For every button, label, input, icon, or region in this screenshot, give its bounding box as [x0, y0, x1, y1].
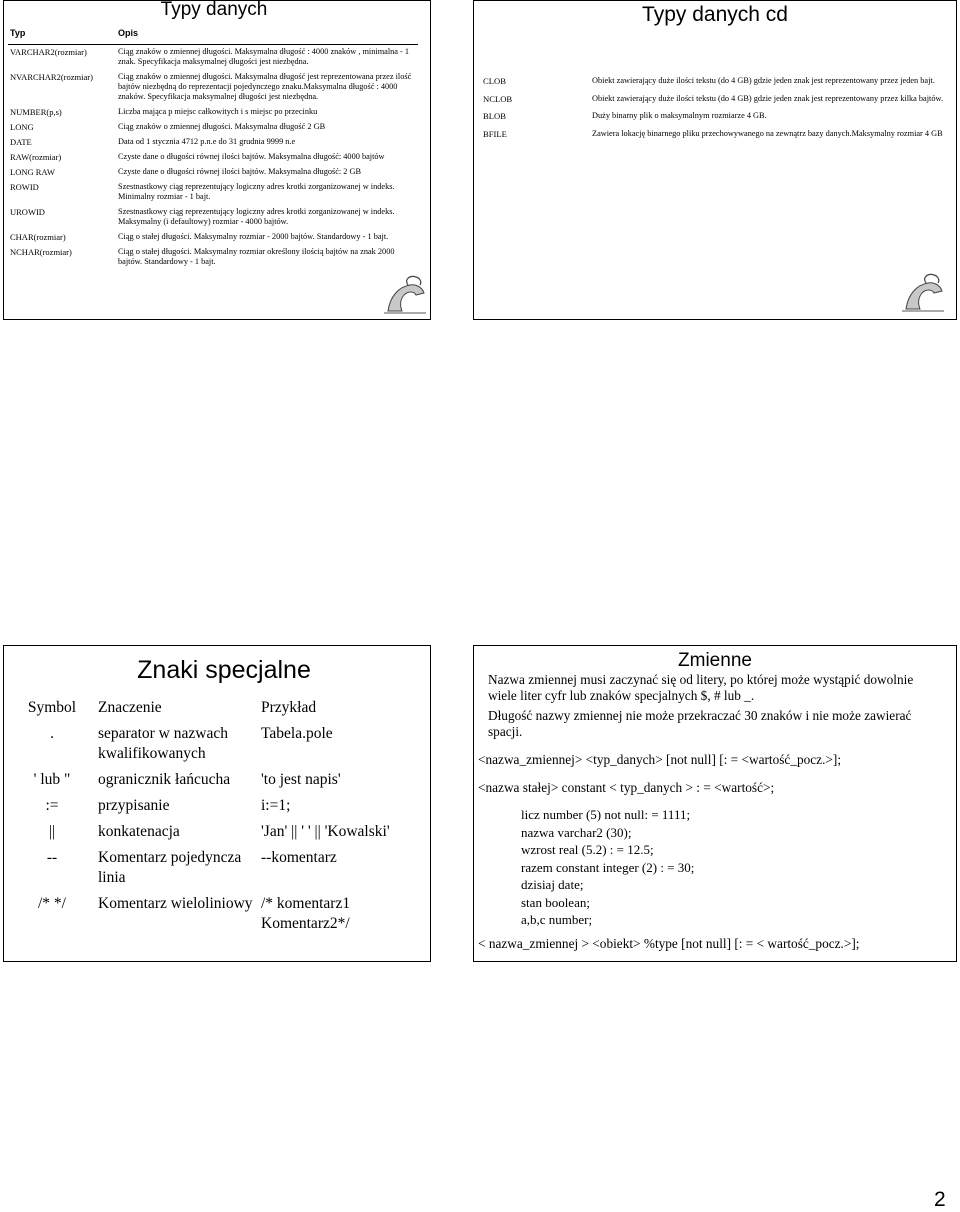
table-row: [480, 109, 950, 127]
symbol-cell: ||: [48, 823, 56, 840]
meaning-cell: konkatenacja: [98, 823, 180, 840]
desc-cell: Obiekt zawierający duże ilości tekstu (do 4 GB) gdzie jeden znak jest reprezentowany przez kilka bajtów.: [592, 93, 944, 103]
type-cell: LONG: [10, 122, 34, 132]
header-typ: Typ: [8, 25, 116, 45]
slide-title: Znaki specjalne: [137, 656, 311, 684]
desc-cell: Czyste dane o długości równej ilości bajtów. Maksymalna długość: 4000 bajtów: [118, 152, 385, 161]
table-row: [8, 230, 418, 245]
symbol-cell: :=: [45, 797, 59, 814]
example-line: razem constant integer (2) : = 30;: [521, 859, 695, 875]
table-row: [480, 92, 950, 110]
lob-types-table: [480, 74, 950, 144]
slide-typy-danych: [3, 0, 431, 320]
syntax-type: < nazwa_zmiennej > <obiekt> %type [not null] [: = < wartość_pocz.>];: [478, 936, 860, 951]
special-chars-table: [10, 696, 424, 938]
type-cell: NUMBER(p,s): [10, 107, 62, 117]
header-przyklad: Przykład: [261, 699, 317, 716]
table-row: [8, 105, 418, 120]
example-cell: --komentarz: [261, 849, 337, 866]
table-row: [10, 722, 424, 768]
type-cell: NCLOB: [483, 93, 513, 104]
desc-cell: Ciąg znaków o zmiennej długości. Maksymalna długość jest reprezentowana przez ilość bajtów niezbędną do reprezentacji pojedynczego znaku.Maksymalna długość : 4000 znaków. Specyfikacja maksymalnej długości jest niezbędna.: [118, 72, 412, 101]
example-line: dzisiaj date;: [521, 877, 584, 892]
type-cell: NVARCHAR2(rozmiar): [10, 72, 93, 82]
example-cell: /* komentarz1 Komentarz2*/: [261, 895, 351, 932]
slide-title: Typy danych: [160, 0, 268, 20]
intro-paragraph-1: Nazwa zmiennej musi zaczynać się od litery, po której może wystąpić dowolnie wiele liter cyfr lub znaków specjalnych $, # lub _.: [488, 672, 914, 703]
intro-paragraph-2: Długość nazwy zmiennej nie może przekraczać 30 znaków i nie może zawierać spacji.: [488, 708, 912, 739]
example-cell: 'Jan' || ' ' || 'Kowalski': [261, 823, 390, 840]
table-row: [10, 846, 424, 892]
symbol-cell: ' lub ": [33, 771, 71, 788]
header-opis: Opis: [116, 25, 418, 45]
slide-title: Typy danych cd: [642, 3, 788, 26]
example-line: a,b,c number;: [521, 912, 593, 927]
symbol-cell: .: [50, 725, 54, 742]
type-cell: BFILE: [483, 128, 507, 139]
type-cell: NCHAR(rozmiar): [10, 247, 72, 257]
desc-cell: Zawiera lokację binarnego pliku przechowywanego na zewnątrz bazy danych.Maksymalny rozmiar 4 GB: [592, 128, 943, 138]
data-types-table: [8, 25, 418, 270]
desc-cell: Ciąg o stałej długości. Maksymalny rozmiar - 2000 bajtów. Standardowy - 1 bajt.: [118, 232, 389, 241]
example-line: stan boolean;: [521, 894, 590, 910]
desc-cell: Szestnastkowy ciąg reprezentujący logiczny adres krotki zorganizowanej w indeks. Maksymalny (i defaultowy) rozmiar - 4000 bajtów.: [118, 207, 395, 226]
example-line: licz number (5) not null: = 1111;: [521, 807, 691, 822]
example-cell: Tabela.pole: [261, 725, 333, 742]
pelican-logo-icon: [380, 273, 430, 317]
slide-zmienne: [473, 645, 957, 962]
desc-cell: Obiekt zawierający duże ilości tekstu (do 4 GB) gdzie jeden znak jest reprezentowany przez jeden bajt.: [592, 76, 935, 85]
example-cell: 'to jest napis': [261, 771, 341, 788]
table-row: [10, 820, 424, 846]
desc-cell: Liczba mająca p miejsc całkowitych i s miejsc po przecinku: [118, 107, 318, 116]
type-cell: BLOB: [483, 111, 506, 121]
table-row: [8, 205, 418, 230]
table-row: [8, 135, 418, 150]
symbol-cell: --: [46, 849, 58, 866]
symbol-cell: /* */: [38, 895, 66, 912]
table-row: [8, 165, 418, 180]
type-cell: UROWID: [10, 207, 45, 217]
syntax-constant: <nazwa stałej> constant < typ_danych > : = <wartość>;: [478, 780, 775, 795]
table-header-row: [10, 696, 424, 722]
table-row: [10, 794, 424, 820]
slide-title: Zmienne: [678, 650, 752, 671]
meaning-cell: Komentarz pojedyncza linia: [98, 849, 242, 886]
type-cell: DATE: [10, 137, 32, 147]
table-row: [8, 150, 418, 165]
table-row: [10, 768, 424, 794]
header-znaczenie: Znaczenie: [98, 699, 162, 716]
example-line: nazwa varchar2 (30);: [521, 824, 632, 840]
meaning-cell: przypisanie: [98, 797, 170, 814]
type-cell: CLOB: [483, 76, 506, 86]
table-row: [8, 45, 418, 71]
meaning-cell: ogranicznik łańcucha: [98, 771, 231, 788]
table-row: [8, 70, 418, 105]
meaning-cell: separator w nazwach kwalifikowanych: [98, 725, 228, 762]
desc-cell: Ciąg znaków o zmiennej długości. Maksymalna długość 2 GB: [118, 122, 326, 131]
type-cell: RAW(rozmiar): [10, 152, 62, 162]
slide-typy-danych-cd: [473, 0, 957, 320]
desc-cell: Data od 1 stycznia 4712 p.n.e do 31 grudnia 9999 n.e: [118, 137, 296, 146]
example-line: wzrost real (5.2) : = 12.5;: [521, 842, 654, 857]
table-row: [8, 120, 418, 135]
desc-cell: Szestnastkowy ciąg reprezentujący logiczny adres krotki zorganizowanej w indeks. Minimalny rozmiar - 1 bajt.: [118, 182, 395, 201]
syntax-variable: <nazwa_zmiennej> <typ_danych> [not null] [: = <wartość_pocz.>];: [478, 752, 842, 767]
page-number: 2: [934, 1188, 946, 1211]
pelican-logo-icon: [898, 271, 948, 315]
slide-znaki-specjalne: [3, 645, 431, 962]
table-row: [480, 127, 950, 145]
table-row: [8, 180, 418, 205]
table-row: [8, 245, 418, 270]
table-header-row: [8, 25, 418, 45]
example-cell: i:=1;: [261, 797, 291, 814]
table-row: [480, 74, 950, 92]
desc-cell: Czyste dane o długości równej ilości bajtów. Maksymalna długość: 2 GB: [118, 167, 362, 176]
desc-cell: Ciąg o stałej długości. Maksymalny rozmiar określony ilością bajtów na znak 2000 bajtów. Standardowy - 1 bajt.: [118, 247, 395, 266]
type-cell: CHAR(rozmiar): [10, 232, 66, 242]
table-row: [10, 892, 424, 938]
type-cell: LONG RAW: [10, 167, 55, 177]
examples-list: [521, 806, 694, 929]
desc-cell: Ciąg znaków o zmiennej długości. Maksymalna długość : 4000 znaków , minimalna - 1 znak. Specyfikacja maksymalnej długości jest niezbędna.: [118, 47, 410, 66]
desc-cell: Duży binarny plik o maksymalnym rozmiarze 4 GB.: [592, 111, 767, 120]
type-cell: VARCHAR2(rozmiar): [10, 47, 87, 57]
meaning-cell: Komentarz wieloliniowy: [98, 895, 253, 912]
type-cell: ROWID: [10, 182, 39, 192]
header-symbol: Symbol: [27, 699, 77, 716]
